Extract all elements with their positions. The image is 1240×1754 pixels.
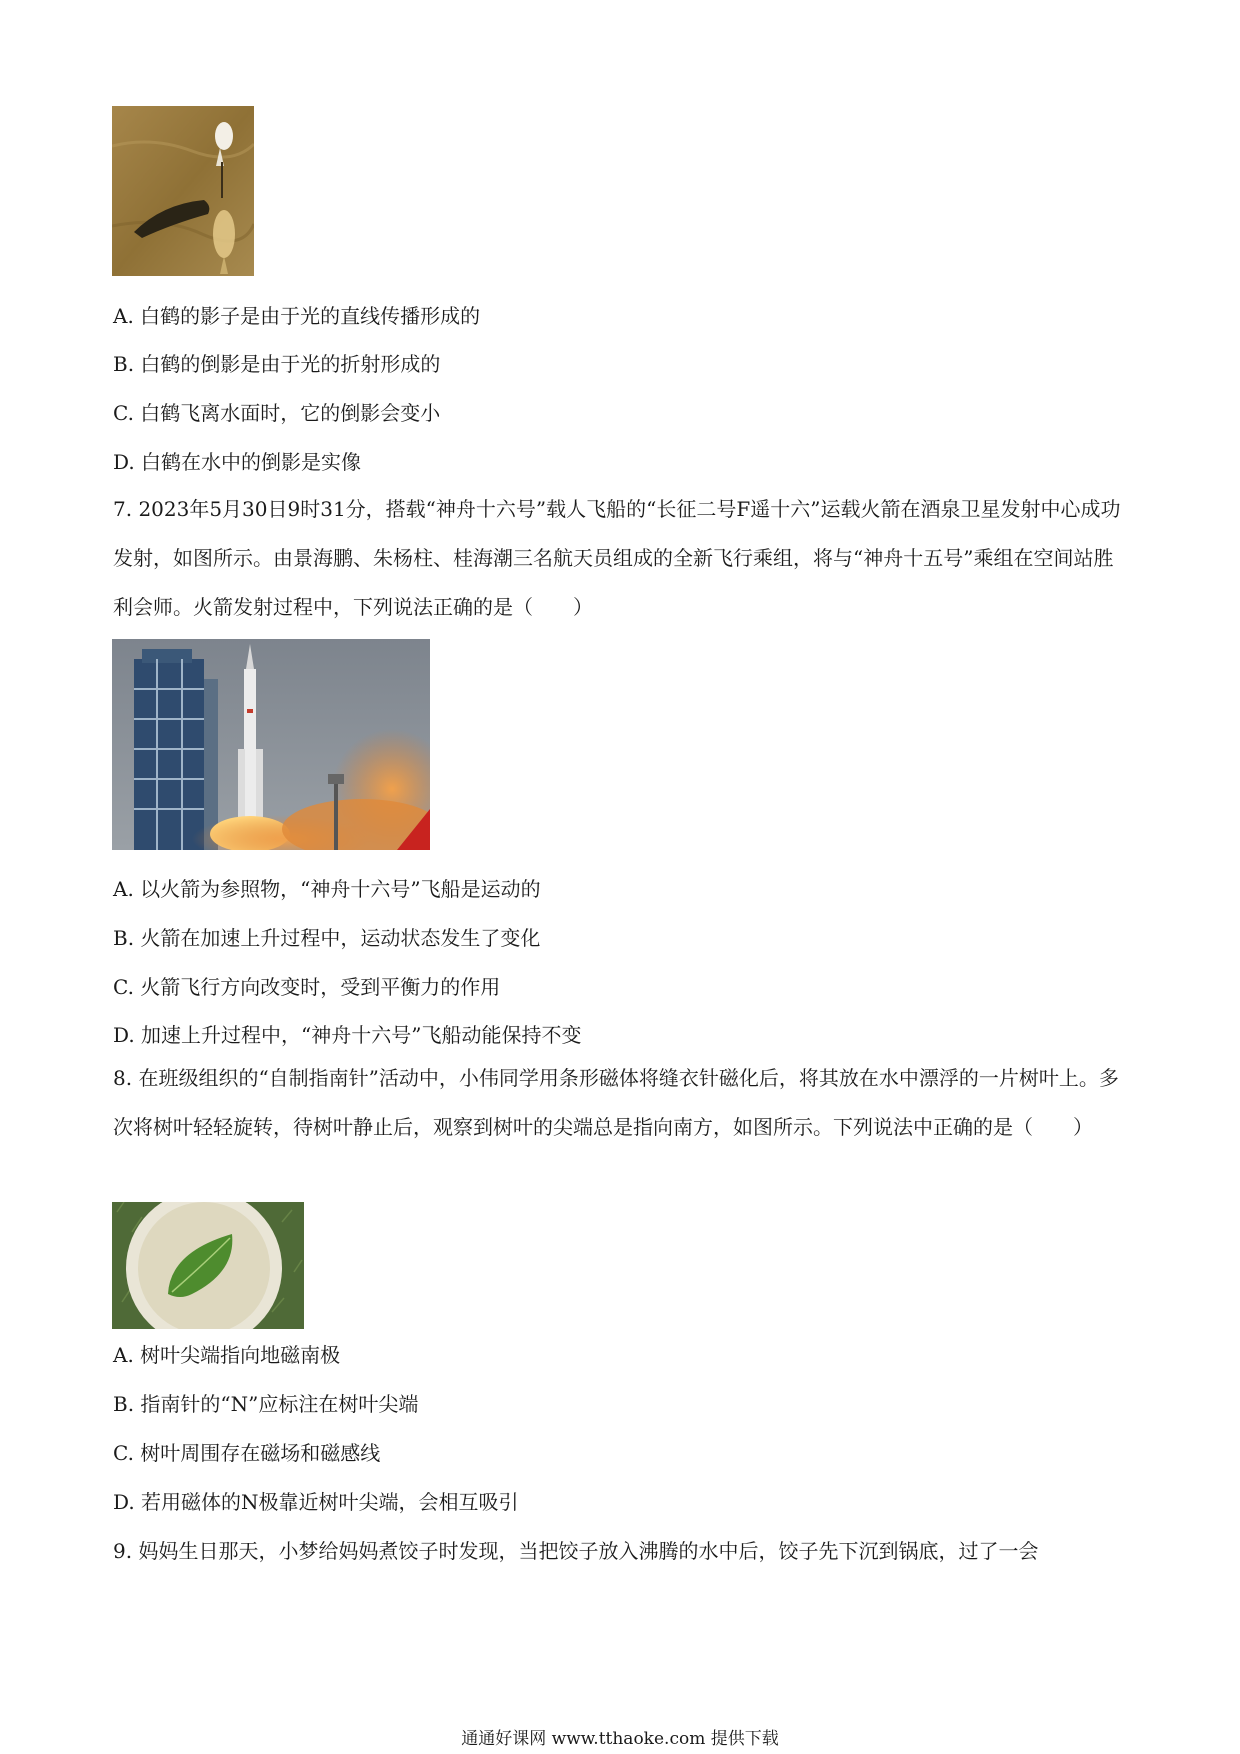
q6-option-d: D. 白鹤在水中的倒影是实像 bbox=[113, 450, 362, 474]
crane-reflection-drawing bbox=[112, 106, 254, 276]
page-footer: 通通好课网 www.tthaoke.com 提供下载 bbox=[461, 1729, 779, 1749]
q7-option-b: B. 火箭在加速上升过程中，运动状态发生了变化 bbox=[113, 926, 541, 950]
crane-reflection-image bbox=[112, 106, 254, 276]
q7-option-d: D. 加速上升过程中，“神舟十六号”飞船动能保持不变 bbox=[113, 1023, 582, 1047]
q7-option-c: C. 火箭飞行方向改变时，受到平衡力的作用 bbox=[113, 975, 501, 999]
leaf-compass-drawing bbox=[112, 1202, 304, 1329]
q9-stem: 9. 妈妈生日那天，小梦给妈妈煮饺子时发现，当把饺子放入沸腾的水中后，饺子先下沉到锅底，过了一会 bbox=[113, 1539, 1039, 1563]
q8-option-b: B. 指南针的“N”应标注在树叶尖端 bbox=[113, 1392, 419, 1416]
q6-option-c: C. 白鹤飞离水面时，它的倒影会变小 bbox=[113, 401, 441, 425]
q7-option-a: A. 以火箭为参照物，“神舟十六号”飞船是运动的 bbox=[113, 877, 541, 901]
q8-option-d: D. 若用磁体的N极靠近树叶尖端，会相互吸引 bbox=[113, 1490, 519, 1514]
q8-option-a: A. 树叶尖端指向地磁南极 bbox=[113, 1343, 341, 1367]
rocket-launch-image bbox=[112, 639, 430, 850]
rocket-launch-drawing bbox=[112, 639, 430, 850]
q8-option-c: C. 树叶周围存在磁场和磁感线 bbox=[113, 1441, 381, 1465]
q6-option-a: A. 白鹤的影子是由于光的直线传播形成的 bbox=[113, 304, 481, 328]
leaf-compass-image bbox=[112, 1202, 304, 1329]
q6-option-b: B. 白鹤的倒影是由于光的折射形成的 bbox=[113, 352, 441, 376]
q8-stem: 8. 在班级组织的“自制指南针”活动中，小伟同学用条形磁体将缝衣针磁化后，将其放在水中漂浮的一片树叶上。多次将树叶轻轻旋转，待树叶静止后，观察到树叶的尖端总是指向南方，如图所示。下列说法中正确的是（ ） bbox=[113, 1066, 1119, 1139]
q7-stem: 7. 2023年5月30日9时31分，搭载“神舟十六号”载人飞船的“长征二号F遥十六”运载火箭在酒泉卫星发射中心成功发射，如图所示。由景海鹏、朱杨柱、桂海潮三名航天员组成的全新飞行乘组，将与“神舟十五号”乘组在空间站胜利会师。火箭发射过程中，下列说法正确的是（ ） bbox=[113, 497, 1121, 619]
